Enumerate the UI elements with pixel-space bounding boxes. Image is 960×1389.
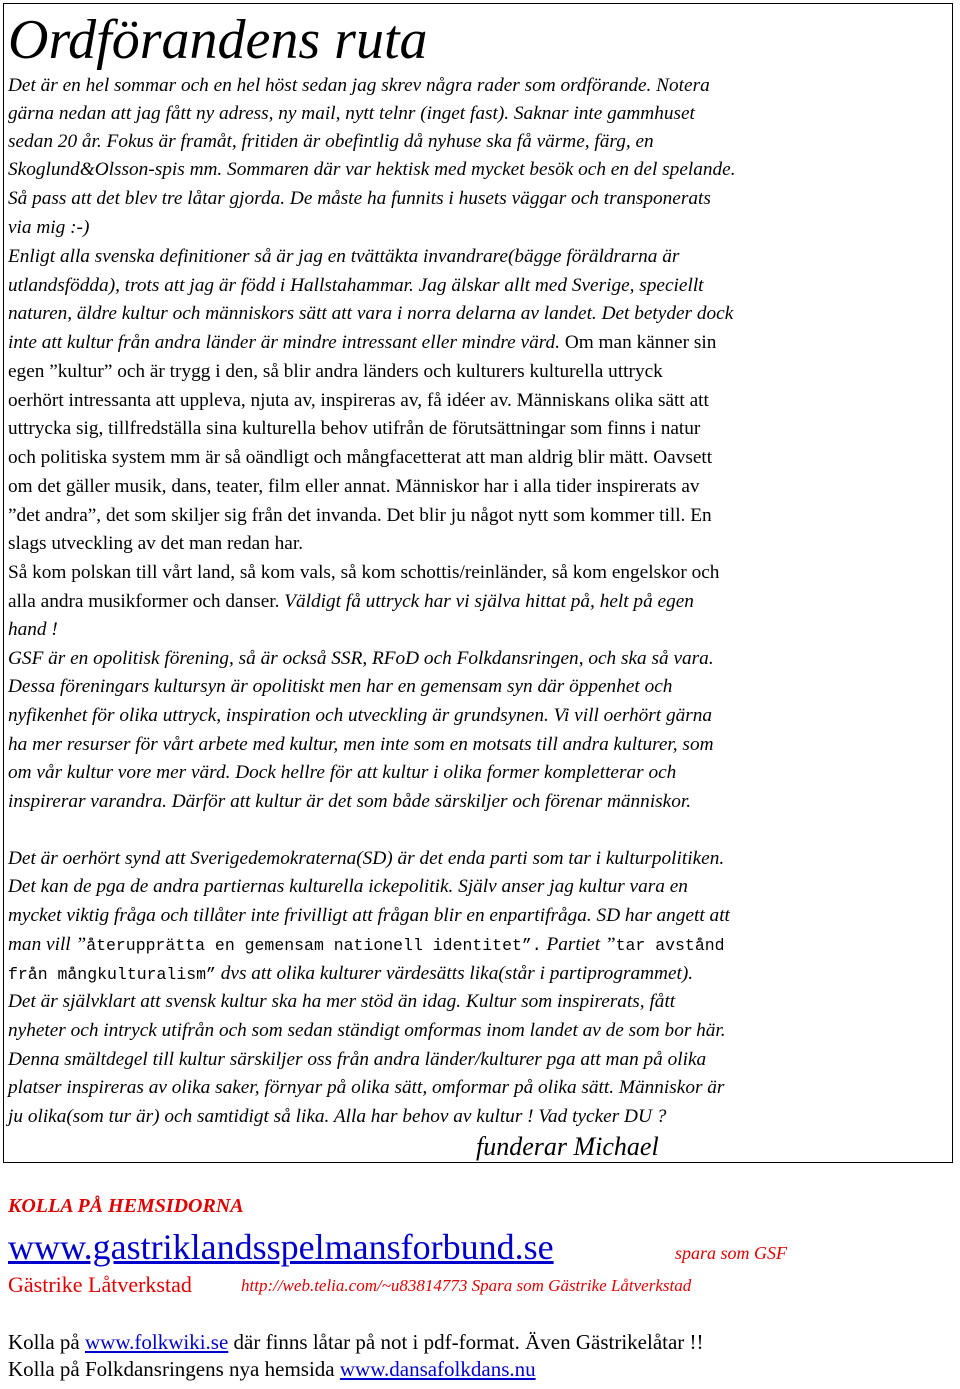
- text-line: hand !: [8, 619, 58, 640]
- text-line: från mångkulturalism” dvs att olika kulturer värdesätts lika(står i partiprogrammet).: [8, 963, 694, 984]
- folkwiki-line: Kolla på www.folkwiki.se där finns låtar på not i pdf-format. Även Gästrikelåtar !!: [8, 1330, 704, 1354]
- dansafolkdans-link[interactable]: www.dansafolkdans.nu: [339, 1357, 536, 1381]
- text-line: inte att kultur från andra länder är mindre intressant eller mindre värd. Om man känner sin: [8, 332, 717, 353]
- text-line: Enligt alla svenska definitioner så är jag en tvättäkta invandrare(bägge föräldrarna är: [8, 246, 680, 267]
- text-line: naturen, äldre kultur och människors sätt att vara i norra delarna av landet. Det betyder dock: [8, 303, 734, 324]
- page-title: Ordförandens ruta: [8, 9, 428, 71]
- text-line: nyfikenhet för olika uttryck, inspiration och utveckling är grundsynen. Vi vill oerhört gärna: [8, 705, 713, 726]
- text-line: alla andra musikformer och danser. Väldigt få uttryck har vi själva hittat på, helt på egen: [8, 591, 694, 612]
- latverkstad-label: Gästrike Låtverkstad: [8, 1272, 192, 1297]
- gsf-bookmark-note: spara som GSF: [675, 1243, 788, 1263]
- text-line: Dessa föreningars kultursyn är opolitiskt men har en gemensam syn där öppenhet och: [8, 676, 673, 697]
- text-line: egen ”kultur” och är trygg i den, så blir andra länders och kulturers kulturella uttryck: [8, 361, 663, 382]
- latverkstad-note: Spara som Gästrike Låtverkstad: [471, 1276, 692, 1295]
- text-line: ju olika(som tur är) och samtidigt så lika. Alla har behov av kultur ! Vad tycker DU ?: [8, 1106, 667, 1127]
- text-line: Det kan de pga de andra partiernas kulturella ickepolitik. Själv anser jag kultur vara en: [8, 876, 688, 897]
- dansafolkdans-line: Kolla på Folkdansringens nya hemsida www.dansafolkdans.nu: [8, 1357, 536, 1381]
- text-line: oerhört intressanta att uppleva, njuta av, inspireras av, få idéer av. Människans olika sätt att: [8, 390, 709, 411]
- text-line: utlandsfödda), trots att jag är född i Hallstahammar. Jag älskar allt med Sverige, speciellt: [8, 275, 704, 296]
- links-heading: KOLLA PÅ HEMSIDORNA: [8, 1195, 244, 1217]
- text-line: inspirerar varandra. Därför att kultur är det som både särskiljer och förenar människor.: [8, 791, 692, 812]
- text-line: om vår kultur vore mer värd. Dock hellre för att kultur i olika former kompletterar och: [8, 762, 677, 783]
- text-line: Denna smältdegel till kultur särskiljer oss från andra länder/kulturer pga att man på olika: [8, 1049, 707, 1070]
- gsf-website-link[interactable]: www.gastriklandsspelmansforbund.se: [8, 1227, 554, 1267]
- text-line: Det är oerhört synd att Sverigedemokraterna(SD) är det enda parti som tar i kulturpolitiken.: [8, 848, 725, 869]
- text-line: GSF är en opolitisk förening, så är också SSR, RFoD och Folkdansringen, och ska så vara.: [8, 648, 714, 669]
- signature: funderar Michael: [476, 1132, 659, 1161]
- text-line: och politiska system mm är så oändligt och mångfacetterat att man aldrig blir mätt. Oavsett: [8, 447, 713, 468]
- text-line: Så kom polskan till vårt land, så kom vals, så kom schottis/reinländer, så kom engelskor och: [8, 562, 720, 583]
- text-line: ha mer resurser för vårt arbete med kultur, men inte som en motsats till andra kulturer, som: [8, 734, 714, 755]
- text-line: sedan 20 år. Fokus är framåt, fritiden är obefintlig då nyhuse ska få värme, färg, en: [8, 131, 654, 152]
- text-line: platser inspireras av olika saker, förnyar på olika sätt, omformar på olika sätt. Människor är: [8, 1077, 725, 1098]
- latverkstad-line: [241, 1276, 691, 1296]
- text-line: Det är en hel sommar och en hel höst sedan jag skrev några rader som ordförande. Notera: [8, 75, 710, 96]
- text-line: Skoglund&Olsson-spis mm. Sommaren där var hektisk med mycket besök och en del spelande.: [8, 159, 736, 180]
- folkwiki-link[interactable]: www.folkwiki.se: [84, 1330, 229, 1354]
- text-line: nyheter och intryck utifrån och som sedan ständigt omformas inom landet av de som bor här.: [8, 1020, 726, 1041]
- text-line: om det gäller musik, dans, teater, film eller annat. Människor har i alla tider inspirerats av: [8, 476, 700, 497]
- text-line: via mig :-): [8, 217, 90, 238]
- text-line: man vill ”återupprätta en gemensam nationell identitet”. Partiet ”tar avstånd: [8, 934, 725, 955]
- text-line: uttrycka sig, tillfredställa sina kulturella behov utifrån de förutsättningar som finns i natur: [8, 418, 701, 439]
- latverkstad-url[interactable]: http://web.telia.com/~u83814773: [241, 1276, 468, 1295]
- text-line: gärna nedan att jag fått ny adress, ny mail, nytt telnr (inget fast). Saknar inte gammhuset: [8, 103, 695, 124]
- text-line: ”det andra”, det som skiljer sig från det invanda. Det blir ju något nytt som kommer till. En: [8, 505, 712, 526]
- text-line: Så pass att det blev tre låtar gjorda. De måste ha funnits i husets väggar och transponerats: [8, 188, 711, 209]
- text-line: slags utveckling av det man redan har.: [8, 533, 304, 554]
- text-line: Det är självklart att svensk kultur ska ha mer stöd än idag. Kultur som inspirerats, fått: [8, 991, 676, 1012]
- text-line: mycket viktig fråga och tillåter inte frivilligt att frågan blir en enpartifråga. SD har angett att: [8, 905, 730, 926]
